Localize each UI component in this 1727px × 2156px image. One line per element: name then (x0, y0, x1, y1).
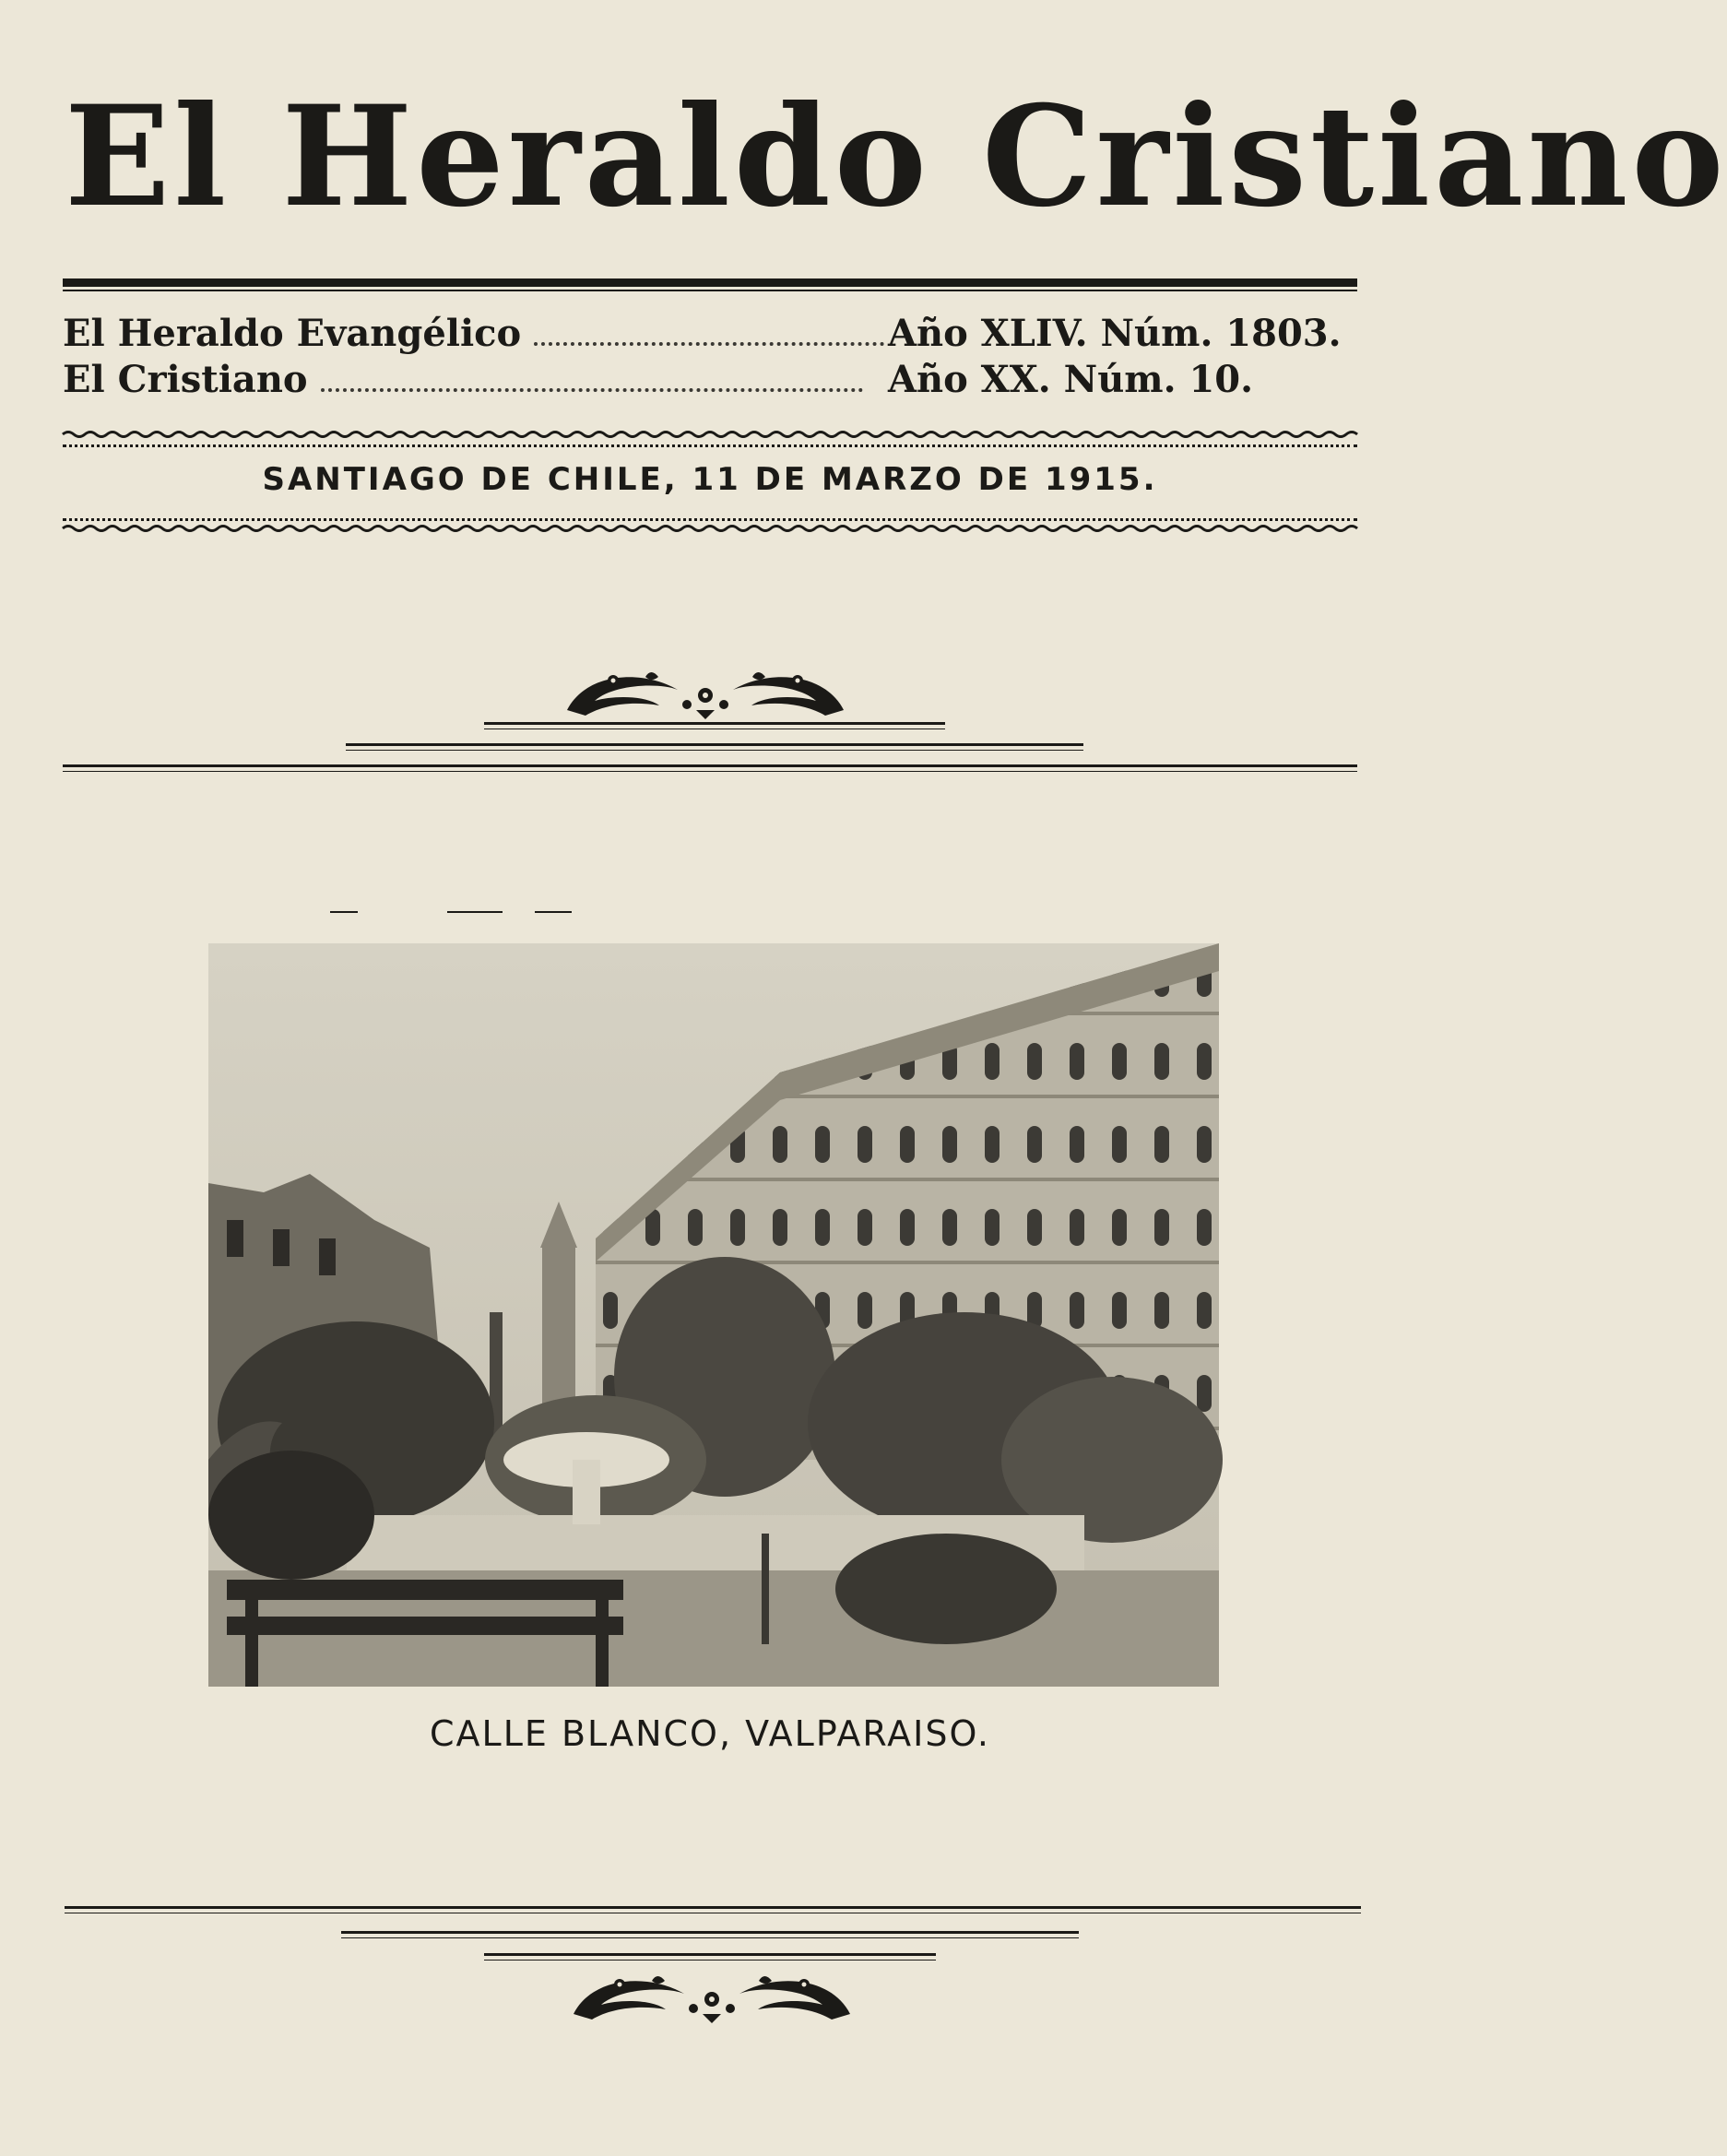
edition-info: Año XX. Núm. 10. (888, 358, 1254, 401)
decorative-rule (63, 764, 1357, 767)
dot-leader (534, 342, 884, 346)
decorative-rule (341, 1931, 1079, 1934)
decorative-rule (346, 750, 1083, 751)
edition-row (63, 312, 1354, 358)
dotted-rule (63, 444, 1357, 447)
edition-list (63, 312, 1354, 404)
decorative-rule (484, 1960, 936, 1961)
dot-leader (321, 388, 863, 392)
street-photo-illustration (208, 943, 1219, 1687)
masthead-rule (63, 278, 1357, 287)
decorative-rule (535, 911, 572, 913)
decorative-rule (330, 911, 358, 913)
edition-row (63, 358, 1354, 404)
photo-caption: CALLE BLANCO, VALPARAISO. (430, 1713, 990, 1754)
masthead-title: El Heraldo Cristiano (65, 76, 1727, 238)
edition-name: El Heraldo Evangélico (63, 312, 522, 355)
wavy-rule-top (63, 426, 1357, 443)
edition-name: El Cristiano (63, 358, 308, 401)
decorative-rule (484, 722, 945, 725)
wavy-rule-bottom (63, 522, 1357, 535)
fleuron-ornament-top (558, 664, 853, 721)
dateline: SANTIAGO DE CHILE, 11 DE MARZO DE 1915. (262, 461, 1158, 498)
decorative-rule (63, 771, 1357, 772)
decorative-rule (65, 1906, 1361, 1909)
masthead (65, 37, 1727, 277)
decorative-rule (447, 911, 503, 913)
decorative-rule (346, 743, 1083, 746)
masthead-rule-thin (63, 290, 1357, 291)
fleuron-ornament-bottom (564, 1968, 859, 2025)
decorative-rule (341, 1937, 1079, 1938)
dotted-rule (63, 518, 1357, 521)
edition-info: Año XLIV. Núm. 1803. (888, 312, 1342, 355)
decorative-rule (484, 1953, 936, 1956)
street-photograph (208, 943, 1219, 1687)
